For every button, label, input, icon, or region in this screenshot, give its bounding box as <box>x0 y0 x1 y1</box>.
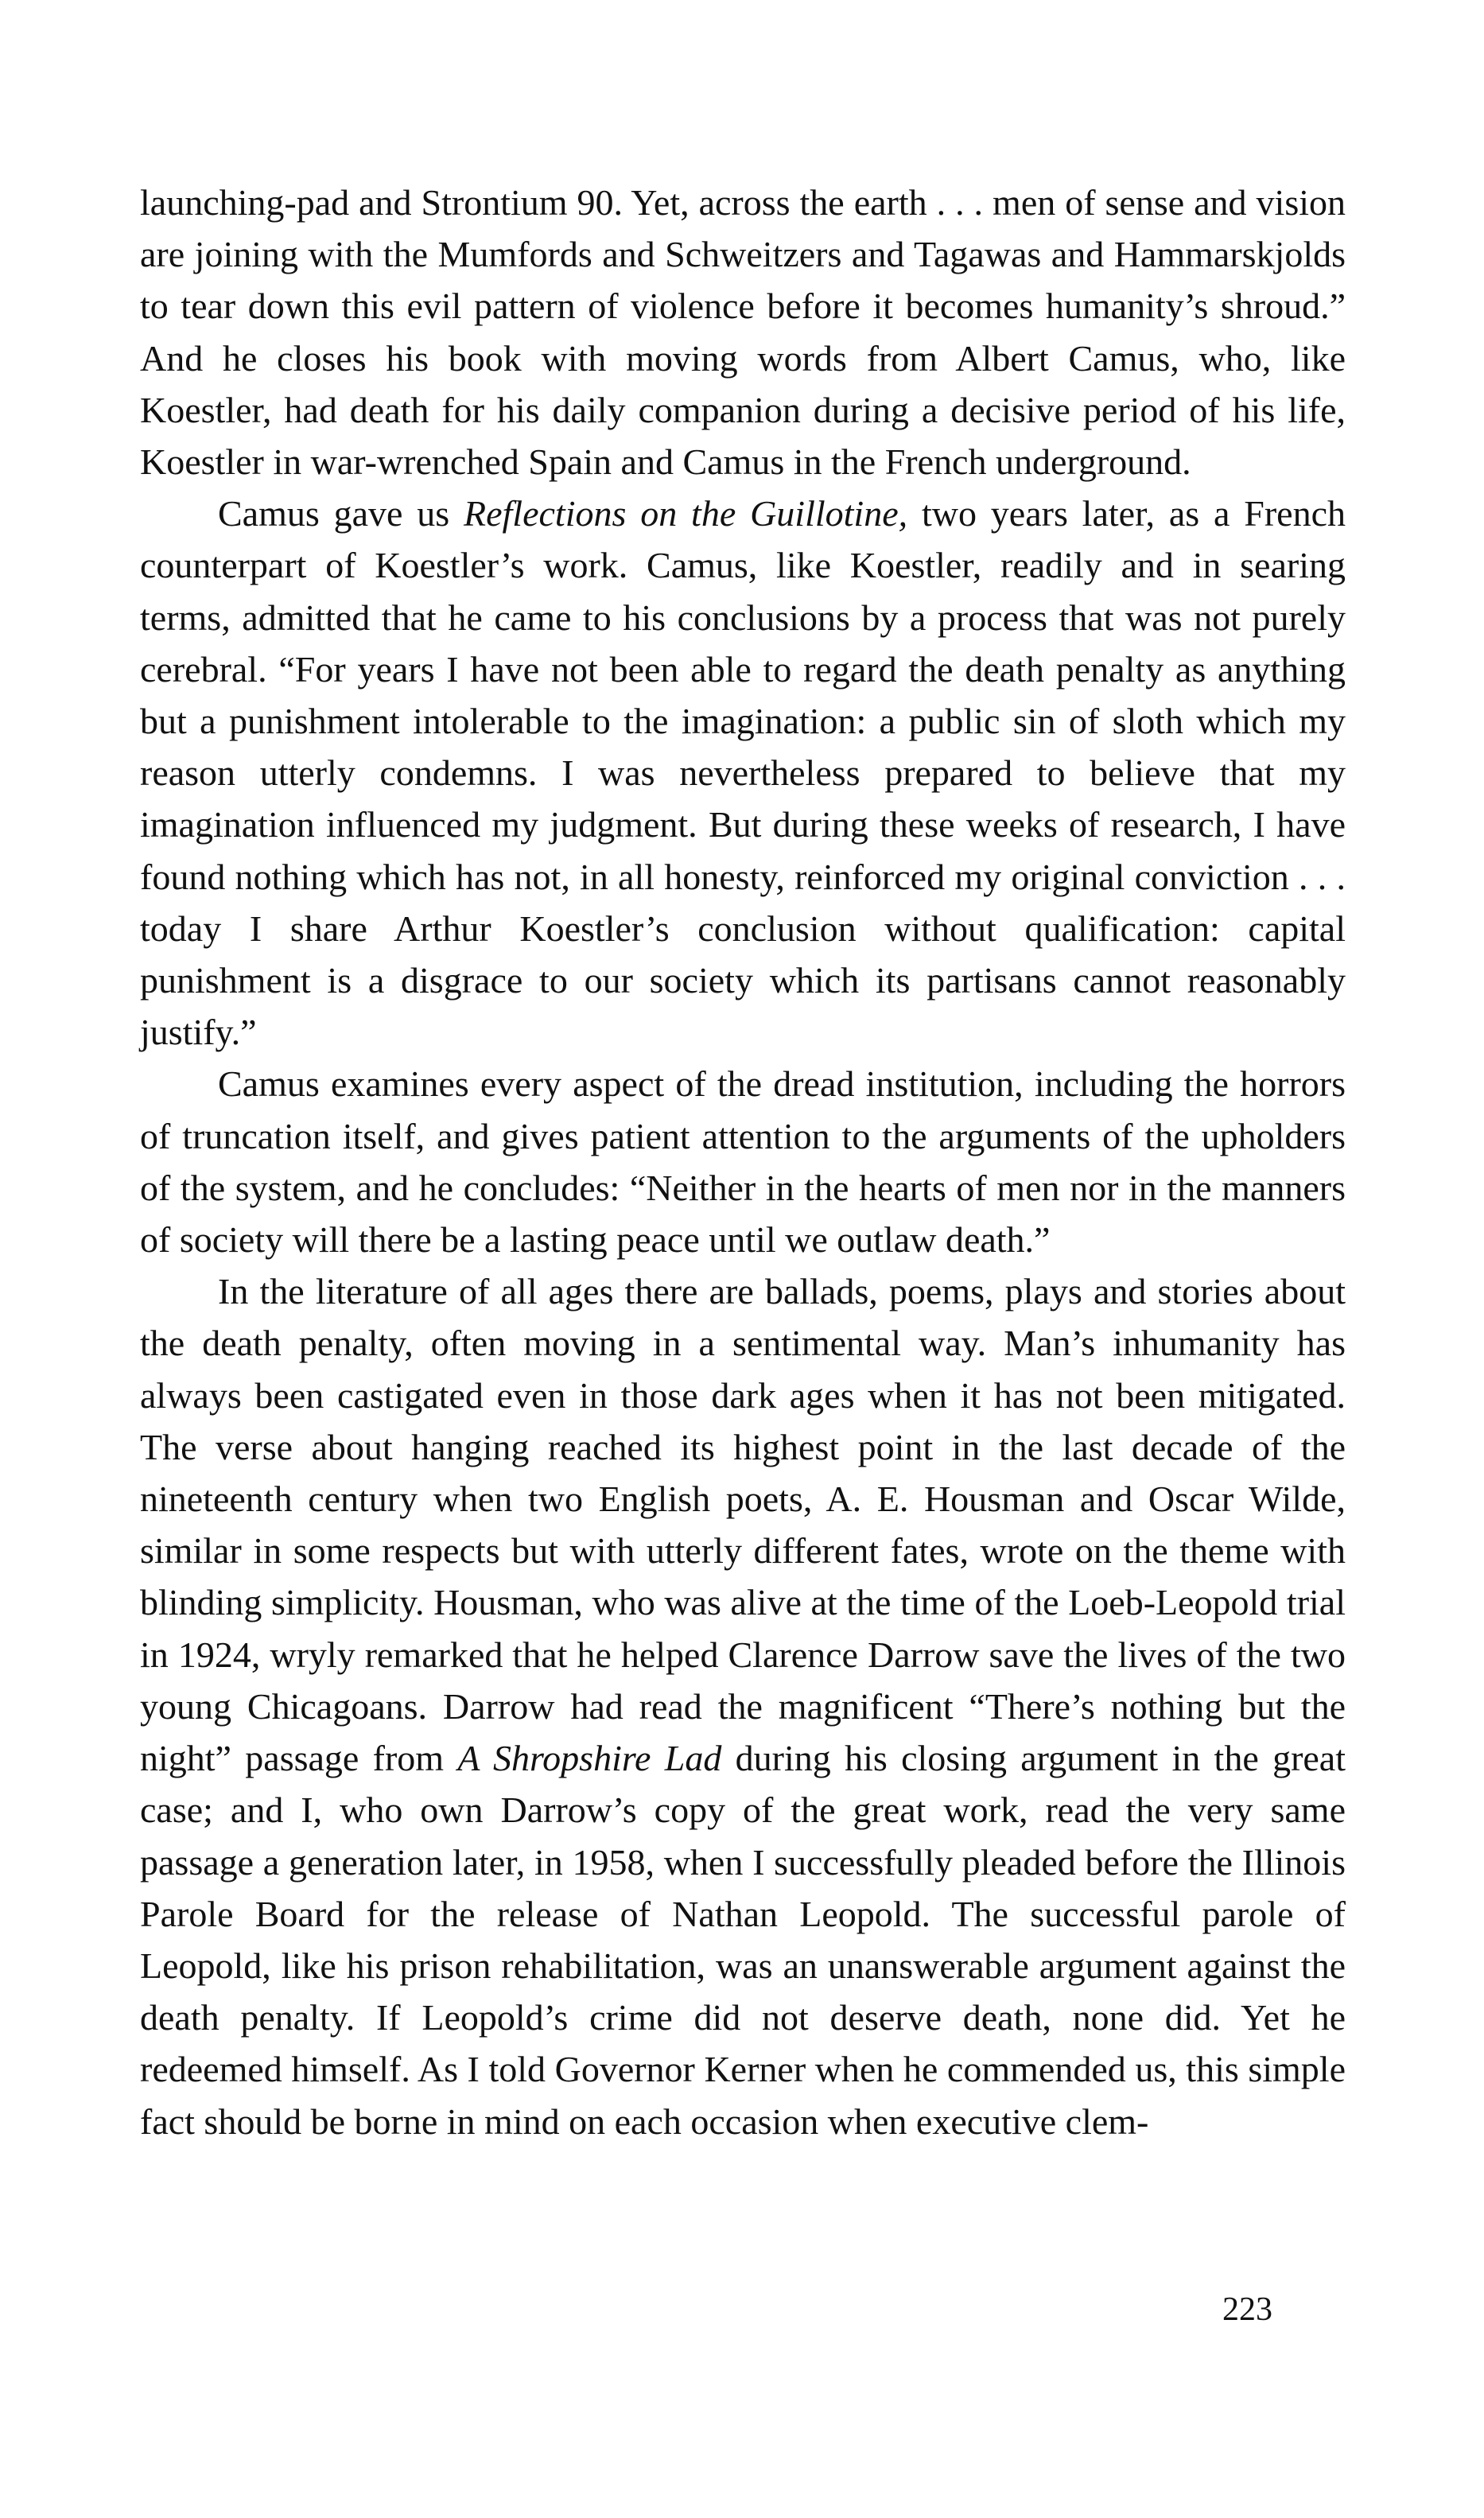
book-title-a-shropshire-lad: A Shropshire Lad <box>457 1738 722 1779</box>
body-text <box>140 177 1346 2147</box>
paragraph-2-text-b: two years later, as a French counterpart of Koestler’s work. Camus, like Koestler, readily and in searing terms, admitted that he came to his conclusions by a process that was not purely cerebral. “For years I have not been able to regard the death penalty as anything but a punishment intolerable to the imagination: a public sin of sloth which my reason utterly condemns. I was nevertheless prepared to believe that my imagination influenced my judgment. But during these weeks of research, I have found nothing which has not, in all honesty, reinforced my original conviction . . . today I share Arthur Koestler’s conclusion without qualification: capital punishment is a disgrace to our society which its partisans cannot reasonably justify.” <box>140 493 1346 1053</box>
paragraph-3 <box>140 1058 1346 1265</box>
page-number: 223 <box>1222 2291 1272 2328</box>
book-title-reflections-on-the-guillotine: Reflections on the Guillotine, <box>464 493 908 534</box>
paragraph-4 <box>140 1265 1346 2147</box>
paragraph-1 <box>140 177 1346 488</box>
paragraph-3-text: Camus examines every aspect of the dread institution, including the horrors of truncation itself, and gives patient attention to the arguments of the upholders of the system, and he concludes: “Neither in the hearts of men nor in the manners of society will there be a lasting peace until we outlaw death.” <box>140 1063 1346 1261</box>
paragraph-4-text-b: during his closing argument in the great case; and I, who own Darrow’s copy of the great work, read the very same passage a generation later, in 1958, when I successfully pleaded before the Illinois Parole Board for the release of Nathan Leopold. The successful parole of Leopold, like his prison rehabilitation, was an unanswerable argument against the death penalty. If Leopold’s crime did not deserve death, none did. Yet he redeemed himself. As I told Governor Kerner when he commended us, this simple fact should be borne in mind on each occasion when executive clem- <box>140 1738 1346 2142</box>
paragraph-2-text-a: Camus gave us <box>218 493 464 534</box>
paragraph-2 <box>140 488 1346 1058</box>
paragraph-1-text: launching-pad and Strontium 90. Yet, across the earth . . . men of sense and vision are joining with the Mumfords and Schweitzers and Tagawas and Hammarskjolds to tear down this evil pattern of violence before it becomes humanity’s shroud.” And he closes his book with moving words from Albert Camus, who, like Koestler, had death for his daily companion during a decisive period of his life, Koestler in war-wrenched Spain and Camus in the French underground. <box>140 182 1346 483</box>
paragraph-4-text-a: In the literature of all ages there are ballads, poems, plays and stories about the death penalty, often moving in a sentimental way. Man’s inhumanity has always been castigated even in those dark ages when it has not been mitigated. The verse about hanging reached its highest point in the last decade of the nineteenth century when two English poets, A. E. Housman and Oscar Wilde, similar in some respects but with utterly different fates, wrote on the theme with blinding simplicity. Housman, who was alive at the time of the Loeb-Leopold trial in 1924, wryly remarked that he helped Clarence Darrow save the lives of the two young Chicagoans. Darrow had read the magnificent “There’s nothing but the night” passage from <box>140 1271 1346 1779</box>
